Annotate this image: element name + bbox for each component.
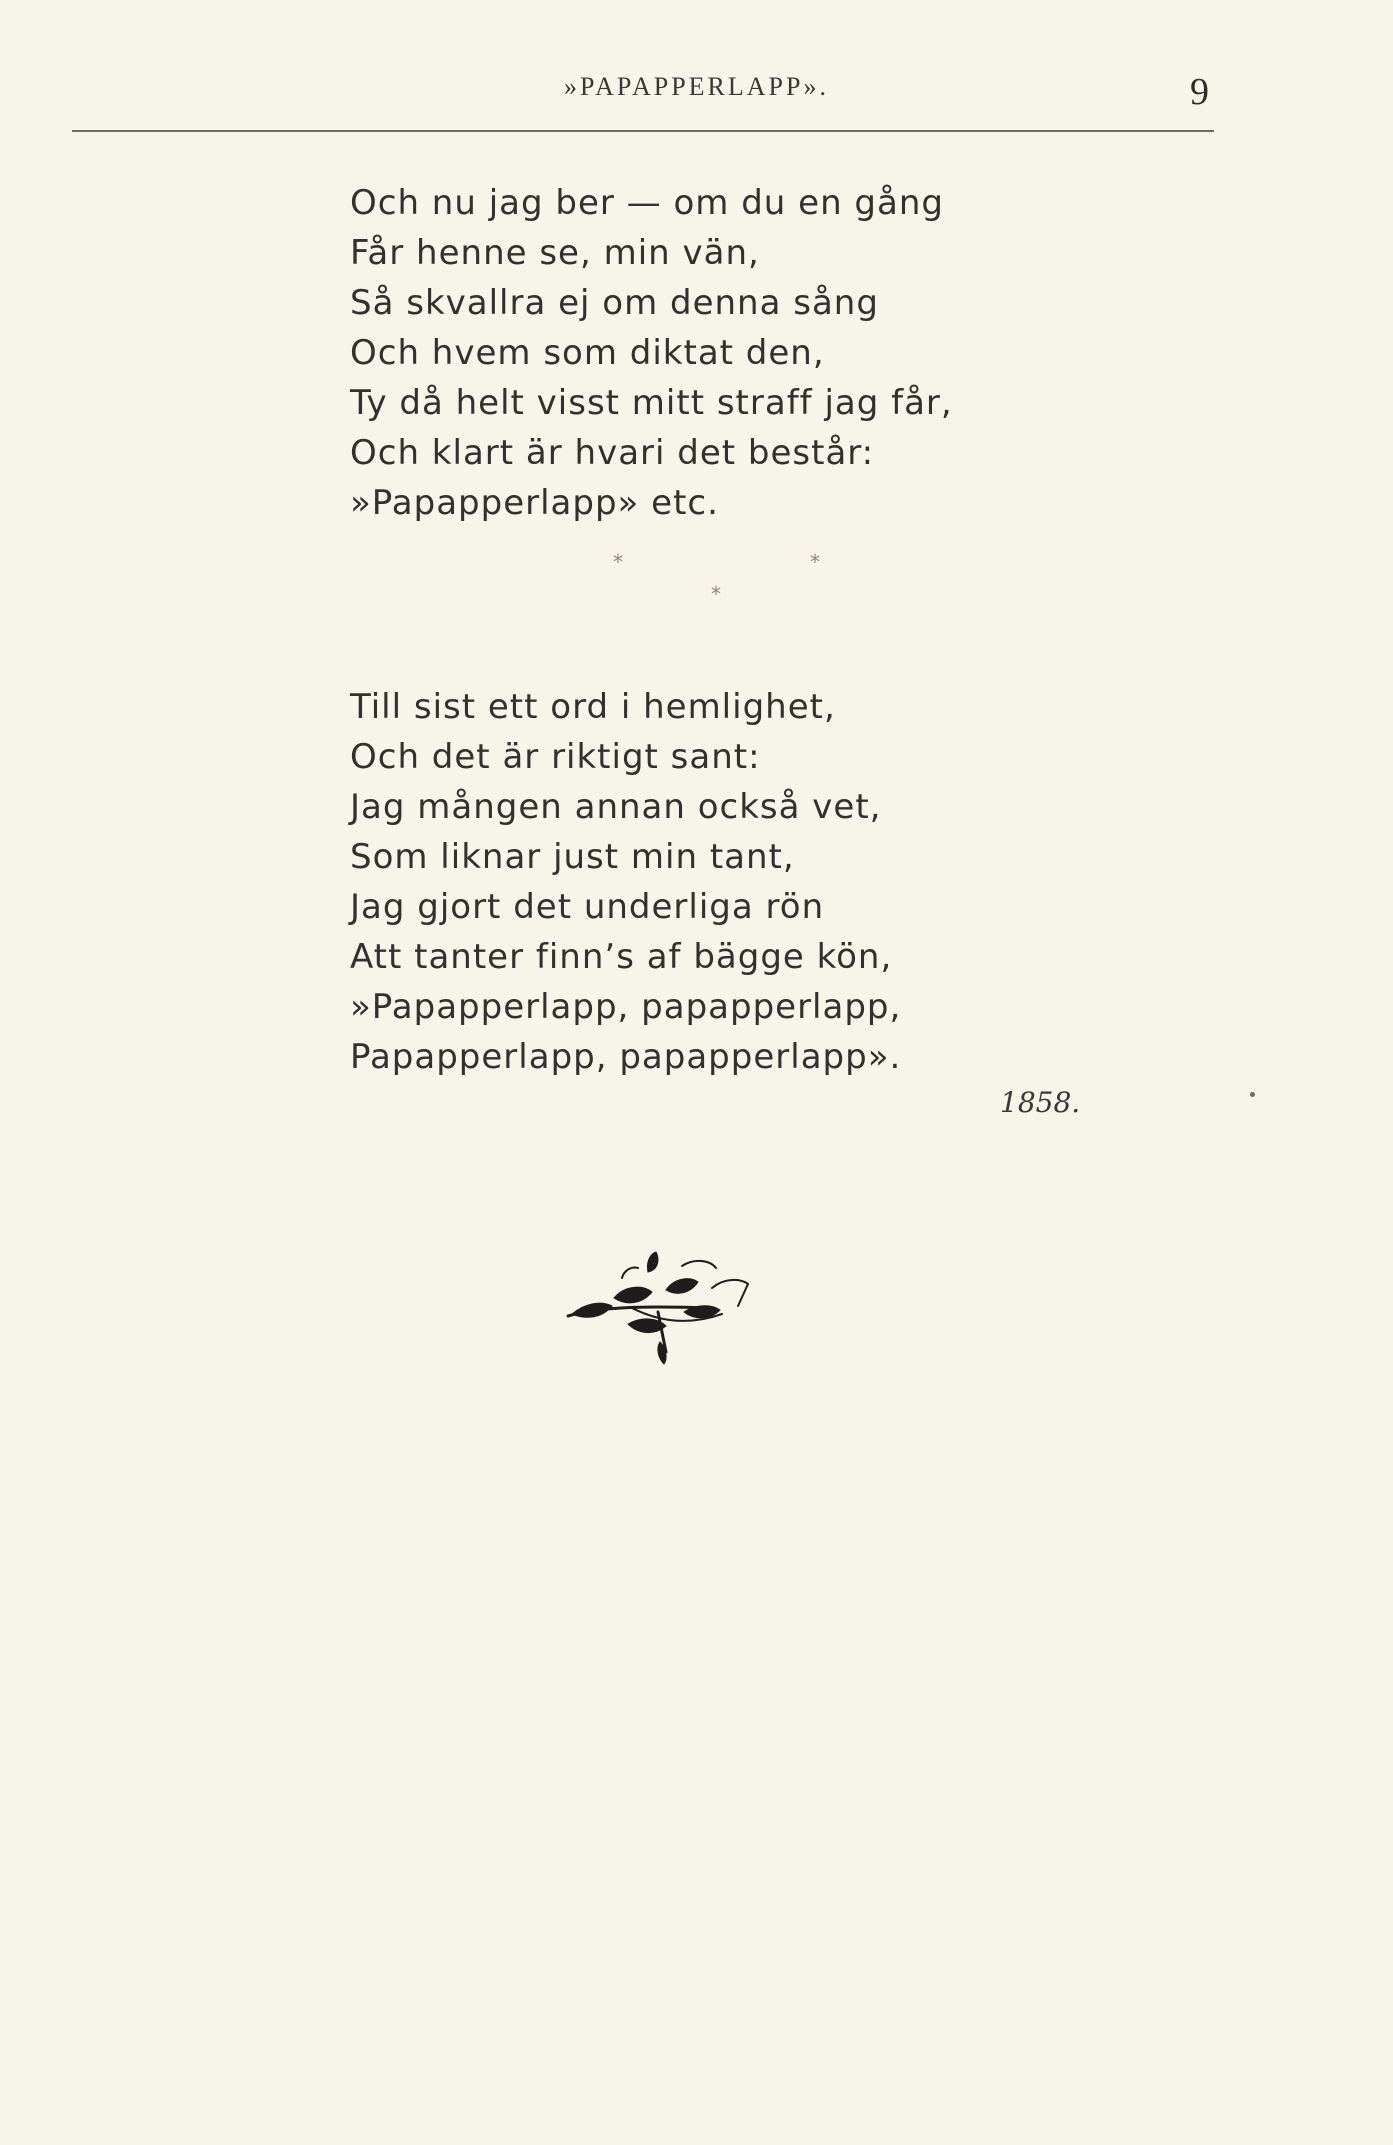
verse-line: Får henne se, min vän, [350,233,760,273]
verse-line: Att tanter finn’s af bägge kön, [350,937,893,977]
verse-line: »Papapperlapp» etc. [350,483,719,523]
verse-line: Och nu jag ber — om du en gång [350,183,944,223]
verse-line: Jag gjort det underliga rön [350,887,825,927]
header-rule [72,130,1214,132]
verse-line: »Papapperlapp, papapperlapp, [350,987,902,1027]
verse-line: Och det är riktigt sant: [350,737,761,777]
asterism-star-left: * [613,550,623,574]
verse-line: Så skvallra ej om denna sång [350,283,879,323]
verse-line: Ty då helt visst mitt straff jag får, [350,383,953,423]
paper-speck [1250,1092,1255,1097]
verse-line: Och hvem som diktat den, [350,333,825,373]
page-number: 9 [1190,71,1209,113]
stanza-1 [350,178,953,528]
verse-line: Papapperlapp, papapperlapp». [350,1037,902,1077]
poem-date: 1858. [1000,1086,1081,1119]
stanza-2 [350,682,901,1082]
verse-line: Som liknar just min tant, [350,837,795,877]
verse-line: Till sist ett ord i hemlighet, [350,687,836,727]
verse-line: Jag mången annan också vet, [350,787,882,827]
floral-leaf-ornament-icon [562,1248,762,1368]
asterism-star-right: * [810,550,820,574]
running-head-title: »PAPAPPERLAPP». [564,72,829,101]
asterism-star-middle: * [711,582,721,606]
verse-line: Och klart är hvari det består: [350,433,875,473]
